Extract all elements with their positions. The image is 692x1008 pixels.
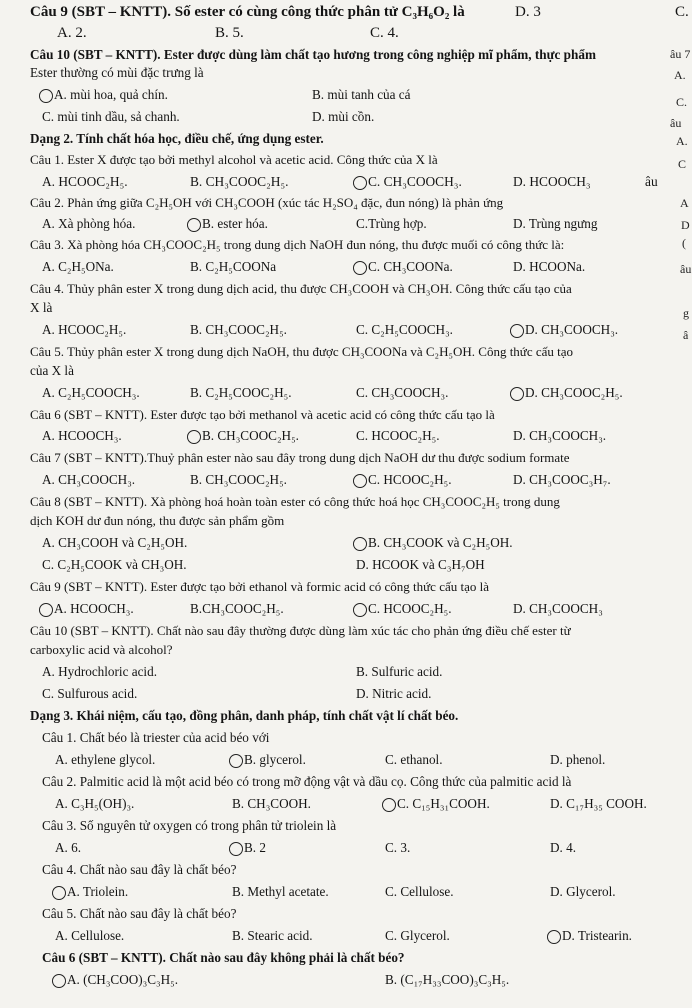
- line-text: [42, 903, 236, 925]
- text-line: [0, 947, 692, 971]
- text-line: [0, 84, 692, 108]
- line-text: [42, 213, 135, 235]
- line-text: [42, 771, 571, 793]
- option-text: [190, 213, 268, 235]
- text-run: Câu 10 (SBT – KNTT). Chất nào sau đây thường được dùng làm xúc tác cho phản ứng điều chế ester từ: [30, 623, 571, 638]
- text-line: [0, 903, 692, 927]
- text-run: Câu 9 (SBT – KNTT). Số ester có cùng công thức phân tử C₃H₆O₂ là: [30, 4, 465, 20]
- option-text: [356, 382, 448, 404]
- text-run: D. Glycerol.: [550, 884, 616, 899]
- line-text: [42, 171, 128, 193]
- text-run: carboxylic acid và alcohol?: [30, 642, 173, 657]
- text-line: [0, 815, 692, 839]
- cropped-margin-text: â: [683, 328, 689, 342]
- text-run: Câu 6 (SBT – KNTT). Chất nào sau đây không phải là chất béo?: [42, 950, 405, 965]
- option-text: [356, 425, 440, 447]
- option-text: [356, 532, 513, 554]
- option-text: [513, 469, 611, 491]
- text-line: [0, 510, 692, 534]
- text-run: D. HCOONa.: [513, 259, 586, 274]
- option-text: [675, 1, 689, 23]
- text-run: A. C₂H₅ONa.: [42, 259, 114, 274]
- option-text: [513, 598, 603, 620]
- text-run: B. Stearic acid.: [232, 928, 313, 943]
- option-text: [190, 256, 276, 278]
- cropped-margin-text: âu: [680, 262, 692, 276]
- text-run: B. (C₁₇H₃₃COO)₃C₃H₅.: [385, 972, 510, 987]
- text-run: Câu 2. Phản ứng giữa C₂H₅OH với CH₃COOH (xúc tác H₂SO₄ đặc, đun nóng) là phản ứng: [30, 195, 504, 210]
- text-run: C. C₂H₅COOK và CH₃OH.: [42, 557, 187, 572]
- text-run: C. 4.: [370, 25, 399, 41]
- text-run: D. CH₃COOCH₃.: [525, 322, 619, 337]
- text-run: C. C₂H₅COOCH₃.: [356, 322, 453, 337]
- answer-circle-mark: [39, 89, 53, 103]
- text-run: D. Trùng ngưng: [513, 216, 598, 231]
- line-text: [30, 404, 495, 426]
- text-run: D. Tristearin.: [562, 928, 632, 943]
- text-line: [0, 382, 692, 406]
- answer-circle-mark: [353, 603, 367, 617]
- option-text: [232, 925, 313, 947]
- line-text: [55, 793, 134, 815]
- text-line: [0, 859, 692, 883]
- cropped-margin-text: A: [680, 196, 689, 210]
- option-text: [190, 425, 299, 447]
- text-run: B. 5.: [215, 25, 244, 41]
- text-run: D. Nitric acid.: [356, 686, 432, 701]
- option-text: [385, 969, 509, 991]
- line-text: [42, 598, 134, 620]
- text-run: Câu 10 (SBT – KNTT). Ester được dùng làm chất tạo hương trong công nghiệp mĩ phẩm, thực phẩm: [30, 47, 596, 62]
- text-run: D. CH₃COOC₂H₅.: [525, 385, 623, 400]
- text-run: D. CH₃COOC₃H₇.: [513, 472, 611, 487]
- option-text: [312, 84, 411, 106]
- text-run: B. CH₃COOH.: [232, 796, 311, 811]
- text-run: D. phenol.: [550, 752, 606, 767]
- text-run: C. Cellulose.: [385, 884, 454, 899]
- option-text: [550, 793, 647, 815]
- text-line: [0, 837, 692, 861]
- line-text: [42, 425, 122, 447]
- line-text: [30, 447, 570, 469]
- line-text: [30, 192, 503, 214]
- option-text: [645, 171, 658, 193]
- text-run: C. HCOOC₂H₅.: [356, 428, 440, 443]
- text-run: C. HCOOC₂H₅.: [368, 601, 452, 616]
- option-text: [356, 171, 462, 193]
- text-run: B. 2: [244, 840, 266, 855]
- option-text: [356, 319, 453, 341]
- text-run: Ester thường có mùi đặc trưng là: [30, 65, 204, 80]
- line-text: [57, 22, 87, 44]
- cropped-margin-text: A.: [674, 68, 686, 82]
- text-run: Câu 9 (SBT – KNTT). Ester được tạo bởi ethanol và formic acid có công thức cấu tạo là: [30, 579, 489, 594]
- text-run: dịch KOH dư đun nóng, thu được sản phẩm gồm: [30, 513, 285, 528]
- line-text: [42, 661, 157, 683]
- answer-circle-mark: [510, 387, 524, 401]
- line-text: [42, 727, 269, 749]
- option-text: [385, 837, 410, 859]
- text-line: [0, 661, 692, 685]
- cropped-margin-text: g: [683, 306, 689, 320]
- option-text: [232, 749, 306, 771]
- line-text: [30, 360, 74, 382]
- answer-circle-mark: [382, 798, 396, 812]
- text-run: A. 2.: [57, 25, 87, 41]
- answer-circle-mark: [229, 842, 243, 856]
- text-run: A. 6.: [55, 840, 82, 855]
- text-run: C. HCOOC₂H₅.: [368, 472, 452, 487]
- text-line: [0, 319, 692, 343]
- text-run: D. C₁₇H₃₅ COOH.: [550, 796, 647, 811]
- text-run: A. HCOOC₂H₅.: [42, 174, 128, 189]
- option-text: [356, 683, 431, 705]
- line-text: [30, 1, 465, 23]
- option-text: [232, 837, 266, 859]
- text-line: [0, 705, 692, 729]
- text-run: C. CH₃COONa.: [368, 259, 453, 274]
- line-text: [30, 149, 438, 171]
- text-run: A. CH₃COOH và C₂H₅OH.: [42, 535, 188, 550]
- text-line: [0, 554, 692, 578]
- option-text: [356, 256, 453, 278]
- line-text: [30, 510, 284, 532]
- text-run: Dạng 2. Tính chất hóa học, điều chế, ứng dụng ester.: [30, 131, 324, 146]
- option-text: [215, 22, 244, 44]
- option-text: [190, 598, 284, 620]
- text-line: [0, 62, 692, 86]
- text-run: Câu 5. Chất nào sau đây là chất béo?: [42, 906, 237, 921]
- cropped-margin-text: A.: [676, 134, 688, 148]
- option-text: [513, 213, 597, 235]
- text-run: Câu 1. Ester X được tạo bởi methyl alcohol và acetic acid. Công thức của X là: [30, 152, 438, 167]
- option-text: [232, 881, 329, 903]
- text-run: X là: [30, 300, 53, 315]
- text-run: A. mùi hoa, quả chín.: [54, 87, 168, 102]
- line-text: [42, 554, 187, 576]
- text-line: [0, 532, 692, 556]
- text-line: [0, 106, 692, 130]
- text-run: A. HCOOC₂H₅.: [42, 322, 127, 337]
- text-run: C. CH₃COOCH₃.: [368, 174, 462, 189]
- text-run: B. glycerol.: [244, 752, 306, 767]
- option-text: [385, 793, 490, 815]
- answer-circle-mark: [353, 474, 367, 488]
- option-text: [190, 319, 287, 341]
- option-text: [356, 598, 452, 620]
- text-run: Câu 2. Palmitic acid là một acid béo có trong mỡ động vật và dầu cọ. Công thức của palmitic acid là: [42, 774, 572, 789]
- line-text: [42, 532, 187, 554]
- text-run: Câu 7 (SBT – KNTT).Thuỷ phân ester nào sau đây trong dung dịch NaOH dư thu được sodium formate: [30, 450, 570, 465]
- text-run: Câu 4. Chất nào sau đây là chất béo?: [42, 862, 237, 877]
- text-line: [0, 360, 692, 384]
- line-text: [55, 749, 155, 771]
- text-line: [0, 22, 692, 46]
- text-run: C. ethanol.: [385, 752, 443, 767]
- option-text: [385, 749, 443, 771]
- line-text: [42, 683, 137, 705]
- answer-circle-mark: [547, 930, 561, 944]
- text-run: Câu 3. Số nguyên tử oxygen có trong phân tử triolein là: [42, 818, 337, 833]
- text-line: [0, 256, 692, 280]
- option-text: [550, 881, 616, 903]
- answer-circle-mark: [353, 537, 367, 551]
- cropped-margin-text: âu: [670, 116, 682, 130]
- option-text: [190, 171, 288, 193]
- answer-circle-mark: [187, 430, 201, 444]
- line-text: [30, 128, 324, 150]
- cropped-margin-text: D: [681, 218, 690, 232]
- line-text: [42, 815, 336, 837]
- text-run: A. CH₃COOCH₃.: [42, 472, 136, 487]
- text-run: D. 3: [515, 4, 541, 20]
- text-run: B. CH₃COOC₂H₅.: [190, 174, 289, 189]
- answer-circle-mark: [510, 324, 524, 338]
- text-line: [0, 771, 692, 795]
- text-line: [0, 749, 692, 773]
- option-text: [312, 106, 374, 128]
- cropped-margin-text: C: [678, 157, 687, 171]
- text-run: D. 4.: [550, 840, 577, 855]
- text-run: D. CH₃COOCH₃.: [513, 428, 607, 443]
- text-run: B. Methyl acetate.: [232, 884, 329, 899]
- option-text: [513, 171, 591, 193]
- line-text: [42, 947, 405, 969]
- text-line: [0, 793, 692, 817]
- text-run: D. HCOOCH₃: [513, 174, 591, 189]
- option-text: [550, 925, 632, 947]
- answer-circle-mark: [187, 218, 201, 232]
- option-text: [370, 22, 399, 44]
- text-run: C. C₁₅H₃₁COOH.: [397, 796, 490, 811]
- option-text: [356, 213, 427, 235]
- text-run: C. CH₃COOCH₃.: [356, 385, 449, 400]
- text-run: A. C₃H₅(OH)₃.: [55, 796, 135, 811]
- line-text: [30, 576, 489, 598]
- line-text: [30, 234, 564, 256]
- answer-circle-mark: [52, 974, 66, 988]
- line-text: [30, 62, 204, 84]
- answer-circle-mark: [229, 754, 243, 768]
- line-text: [42, 84, 168, 106]
- answer-circle-mark: [52, 886, 66, 900]
- cropped-margin-text: âu 7: [670, 47, 691, 61]
- text-run: A. HCOOCH₃.: [54, 601, 134, 616]
- text-run: của X là: [30, 363, 74, 378]
- option-text: [190, 469, 287, 491]
- text-run: A. Triolein.: [67, 884, 129, 899]
- text-run: Câu 6 (SBT – KNTT). Ester được tạo bởi methanol và acetic acid có công thức cấu tạo là: [30, 407, 495, 422]
- option-text: [356, 554, 485, 576]
- text-line: [0, 425, 692, 449]
- text-run: A. Cellulose.: [55, 928, 125, 943]
- line-text: [42, 256, 114, 278]
- text-line: [0, 683, 692, 707]
- text-run: B. C₂H₅COOC₂H₅.: [190, 385, 292, 400]
- text-run: D. mùi cồn.: [312, 109, 375, 124]
- line-text: [42, 469, 135, 491]
- line-text: [30, 297, 52, 319]
- line-text: [42, 382, 140, 404]
- text-line: [0, 969, 692, 993]
- text-run: Câu 8 (SBT – KNTT). Xà phòng hoá hoàn toàn ester có công thức hoá học CH₃COOC₂H₅ trong dung: [30, 494, 560, 509]
- answer-circle-mark: [39, 603, 53, 617]
- text-run: Dạng 3. Khái niệm, cấu tạo, đồng phân, danh pháp, tính chất vật lí chất béo.: [30, 708, 459, 723]
- line-text: [55, 881, 128, 903]
- text-run: A. ethylene glycol.: [55, 752, 156, 767]
- text-run: A. HCOOCH₃.: [42, 428, 122, 443]
- text-run: A. Xà phòng hóa.: [42, 216, 136, 231]
- text-line: [0, 881, 692, 905]
- line-text: [55, 969, 178, 991]
- answer-circle-mark: [353, 261, 367, 275]
- text-run: B. Sulfuric acid.: [356, 664, 443, 679]
- text-line: [0, 727, 692, 751]
- line-text: [55, 925, 124, 947]
- line-text: [42, 106, 180, 128]
- text-run: Câu 1. Chất béo là triester của acid béo với: [42, 730, 270, 745]
- text-line: [0, 297, 692, 321]
- text-run: C. 3.: [385, 840, 411, 855]
- text-line: [0, 234, 692, 258]
- text-run: B.CH₃COOC₂H₅.: [190, 601, 284, 616]
- option-text: [190, 382, 292, 404]
- text-run: Câu 5. Thủy phân ester X trong dung dịch NaOH, thu được CH₃COONa và C₂H₅OH. Công thức cấu tạo: [30, 344, 574, 359]
- text-run: B. CH₃COOC₂H₅.: [190, 322, 287, 337]
- text-line: [0, 447, 692, 471]
- text-run: B. ester hóa.: [202, 216, 268, 231]
- option-text: [513, 256, 585, 278]
- text-run: D. CH₃COOCH₃: [513, 601, 603, 616]
- option-text: [550, 837, 576, 859]
- cropped-margin-text: C.: [676, 95, 688, 109]
- text-run: C. mùi tinh dầu, sả chanh.: [42, 109, 180, 124]
- answer-circle-mark: [353, 176, 367, 190]
- option-text: [513, 319, 618, 341]
- option-text: [550, 749, 605, 771]
- text-run: A. C₂H₅COOCH₃.: [42, 385, 140, 400]
- text-line: [0, 598, 692, 622]
- text-line: [0, 469, 692, 493]
- text-line: [0, 925, 692, 949]
- text-run: C.: [675, 4, 689, 20]
- text-run: Câu 3. Xà phòng hóa CH₃COOC₂H₅ trong dung dịch NaOH đun nóng, thu được muối có công thức là:: [30, 237, 565, 252]
- text-run: C. Glycerol.: [385, 928, 450, 943]
- text-line: [0, 149, 692, 173]
- line-text: [42, 319, 126, 341]
- text-run: B. CH₃COOK và C₂H₅OH.: [368, 535, 513, 550]
- option-text: [385, 925, 450, 947]
- text-run: âu: [645, 174, 658, 189]
- option-text: [515, 1, 541, 23]
- option-text: [232, 793, 311, 815]
- option-text: [513, 425, 606, 447]
- option-text: [385, 881, 454, 903]
- option-text: [356, 661, 442, 683]
- line-text: [42, 859, 236, 881]
- text-run: Câu 4. Thủy phân ester X trong dung dịch acid, thu được CH₃COOH và CH₃OH. Công thức cấu tạo của: [30, 281, 572, 296]
- text-line: [0, 576, 692, 600]
- text-run: B. CH₃COOC₂H₅.: [190, 472, 287, 487]
- text-run: B. mùi tanh của cá: [312, 87, 411, 102]
- text-run: A. (CH₃COO)₃C₃H₅.: [67, 972, 179, 987]
- line-text: [30, 705, 458, 727]
- option-text: [513, 382, 623, 404]
- text-run: A. Hydrochloric acid.: [42, 664, 157, 679]
- line-text: [55, 837, 81, 859]
- cropped-margin-text: (: [682, 236, 686, 250]
- text-line: [0, 639, 692, 663]
- text-run: C. Sulfurous acid.: [42, 686, 138, 701]
- option-text: [356, 469, 452, 491]
- text-run: C.Trùng hợp.: [356, 216, 427, 231]
- line-text: [30, 639, 173, 661]
- text-run: D. HCOOK và C₃H₇OH: [356, 557, 485, 572]
- text-run: B. CH₃COOC₂H₅.: [202, 428, 299, 443]
- text-run: B. C₂H₅COONa: [190, 259, 277, 274]
